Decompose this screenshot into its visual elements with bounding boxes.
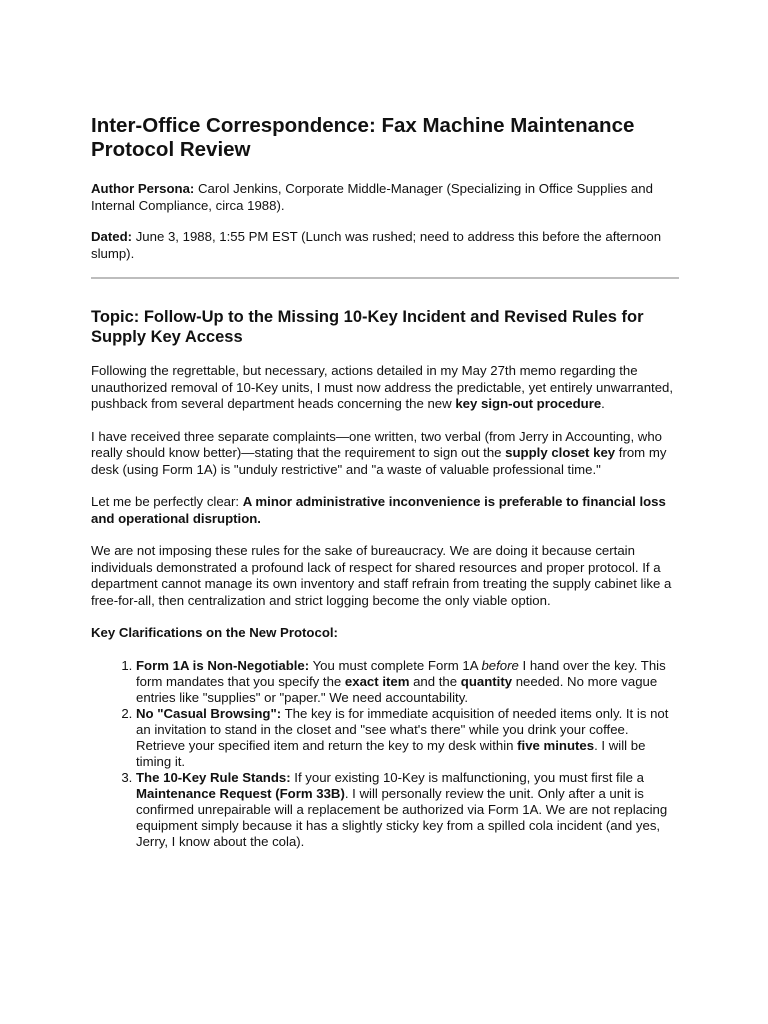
paragraph-intro <box>91 363 681 413</box>
bold-phrase: quantity <box>460 673 513 689</box>
dated-text: June 3, 1988, 1:55 PM EST (Lunch was rushed; need to address this before the afternoon slump). <box>91 229 662 261</box>
item-text: You must complete Form 1A <box>309 657 482 673</box>
clarifications-heading <box>91 625 681 642</box>
item-text: I hand over the key. This form mandates that you specify the <box>136 657 666 689</box>
dated-line <box>91 229 681 262</box>
item-text: and the <box>409 673 461 689</box>
item-lead: Form 1A is Non-Negotiable: <box>136 657 310 673</box>
italic-phrase: before <box>481 657 519 673</box>
paragraph-clear <box>91 494 681 527</box>
item-text: If your existing 10-Key is malfunctioning, you must first file a <box>290 769 644 785</box>
dated-label: Dated: <box>91 229 133 244</box>
paragraph-text: Following the regrettable, but necessary, actions detailed in my May 27th memo regarding the unauthorized removal of 10-Key units, I must now address the predictable, yet entirely unwarranted, pushback from several department heads concerning the new <box>91 363 674 411</box>
clarifications-list <box>91 658 681 850</box>
bold-phrase: Key Clarifications on the New Protocol: <box>91 625 338 640</box>
paragraph-text: Let me be perfectly clear: <box>91 494 243 509</box>
paragraph-complaints <box>91 429 681 479</box>
bold-phrase: five minutes <box>517 737 595 753</box>
paragraph-text: from my desk (using Form 1A) is "unduly restrictive" and "a waste of valuable professional time." <box>91 445 667 477</box>
item-text: . I will be timing it. <box>136 737 646 769</box>
item-text: needed. No more vague entries like "supplies" or "paper." We need accountability. <box>136 673 658 705</box>
author-line <box>91 181 681 214</box>
bold-phrase: supply closet key <box>505 445 616 460</box>
bold-phrase: key sign-out procedure <box>455 396 602 411</box>
item-lead: No "Casual Browsing": <box>136 705 282 721</box>
paragraph-text: I have received three separate complaints—one written, two verbal (from Jerry in Accounting, who really should know better)—stating that the requirement to sign out the <box>91 428 662 460</box>
bold-phrase: exact item <box>344 673 410 689</box>
memo-title: Inter-Office Correspondence: Fax Machine Maintenance Protocol Review <box>91 114 635 161</box>
bold-phrase: Maintenance Request (Form 33B) <box>136 785 345 801</box>
list-item <box>136 770 681 850</box>
paragraph-bureaucracy: We are not imposing these rules for the sake of bureaucracy. We are doing it because certain individuals demonstrated a profound lack of respect for shared resources and proper protocol. If a department cannot manage its own inventory and staff refrain from treating the supply cabinet like a free-for-all, then centralization and strict logging become the only viable option. <box>91 543 672 608</box>
paragraph-text: . <box>601 396 605 411</box>
topic-heading: Topic: Follow-Up to the Missing 10-Key Incident and Revised Rules for Supply Key Access <box>91 308 644 346</box>
author-label: Author Persona: <box>91 181 195 196</box>
bold-phrase: A minor administrative inconvenience is preferable to financial loss and operational disruption. <box>91 494 666 526</box>
item-text: The key is for immediate acquisition of needed items only. It is not an invitation to stand in the closet and "see what's there" while you drink your coffee. Retrieve your specified item and return the key to my desk within <box>136 705 669 753</box>
list-item <box>136 706 681 770</box>
item-lead: The 10-Key Rule Stands: <box>136 769 291 785</box>
list-item <box>136 658 681 706</box>
author-text: Carol Jenkins, Corporate Middle-Manager (Specializing in Office Supplies and Internal Compliance, circa 1988). <box>91 181 653 213</box>
horizontal-divider <box>91 277 679 279</box>
memo-body <box>91 114 681 850</box>
item-text: . I will personally review the unit. Only after a unit is confirmed unrepairable will a replacement be authorized via Form 1A. We are not replacing equipment simply because it has a slightly sticky key from a spilled cola incident (and yes, Jerry, I know about the cola). <box>136 785 668 849</box>
